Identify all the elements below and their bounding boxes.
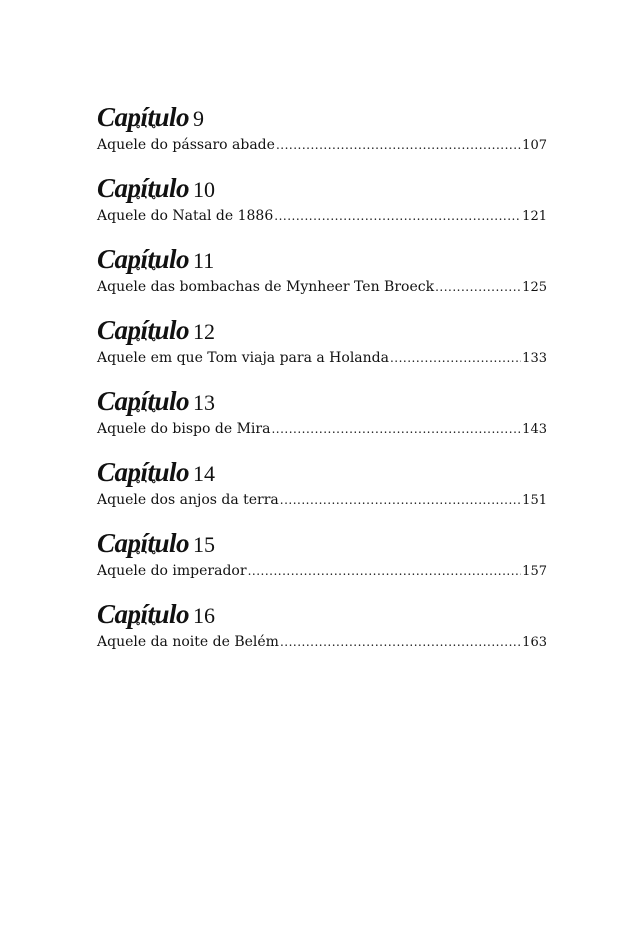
page-number[interactable]: 125	[522, 280, 547, 295]
toc-entry-chapter-9	[97, 102, 547, 173]
chapter-title[interactable]: Aquele do pássaro abade	[97, 137, 275, 153]
dot-leader	[248, 562, 522, 580]
chapter-title[interactable]: Aquele do imperador	[97, 563, 247, 579]
chapter-number: 12	[193, 319, 216, 344]
chapter-number: 14	[193, 461, 216, 486]
chapter-number: 10	[193, 177, 216, 202]
toc-entry-chapter-15	[97, 528, 547, 599]
chapter-heading	[97, 173, 547, 207]
toc-line[interactable]	[97, 633, 547, 652]
chapter-heading	[97, 528, 547, 562]
chapter-number: 16	[193, 603, 216, 628]
chapter-title[interactable]: Aquele em que Tom viaja para a Holanda	[97, 350, 389, 366]
toc-line[interactable]	[97, 136, 547, 155]
chapter-title[interactable]: Aquele do bispo de Mira	[97, 421, 271, 437]
dot-leader	[280, 491, 521, 509]
page-number[interactable]: 143	[522, 422, 547, 437]
dot-leader	[390, 349, 521, 367]
chapter-title[interactable]: Aquele da noite de Belém	[97, 634, 279, 650]
chapter-title[interactable]: Aquele do Natal de 1886	[97, 208, 274, 224]
chapter-word: Capítulo ∘·∘	[97, 244, 189, 275]
chapter-number: 15	[193, 532, 216, 557]
chapter-number: 13	[193, 390, 216, 415]
chapter-heading	[97, 386, 547, 420]
chapter-word: Capítulo ∘·∘	[97, 599, 189, 630]
page-number[interactable]: 163	[522, 635, 547, 650]
toc-entry-chapter-16	[97, 599, 547, 670]
chapter-number: 9	[193, 106, 205, 131]
table-of-contents	[97, 102, 547, 670]
toc-line[interactable]	[97, 491, 547, 510]
chapter-heading	[97, 244, 547, 278]
chapter-word: Capítulo ∘·∘	[97, 315, 189, 346]
chapter-heading	[97, 457, 547, 491]
dot-leader	[280, 633, 521, 651]
page-number[interactable]: 107	[522, 138, 547, 153]
toc-entry-chapter-12	[97, 315, 547, 386]
chapter-word: Capítulo ∘·∘	[97, 386, 189, 417]
toc-line[interactable]	[97, 278, 547, 297]
chapter-heading	[97, 102, 547, 136]
chapter-word: Capítulo ∘·∘	[97, 528, 189, 559]
page-number[interactable]: 157	[522, 564, 547, 579]
page-number[interactable]: 151	[522, 493, 547, 508]
dot-leader	[271, 420, 521, 438]
toc-line[interactable]	[97, 562, 547, 581]
page-number[interactable]: 121	[522, 209, 547, 224]
chapter-heading	[97, 599, 547, 633]
chapter-title[interactable]: Aquele dos anjos da terra	[97, 492, 279, 508]
toc-line[interactable]	[97, 207, 547, 226]
toc-entry-chapter-10	[97, 173, 547, 244]
dot-leader	[274, 207, 521, 225]
toc-line[interactable]	[97, 349, 547, 368]
chapter-word: Capítulo ∘·∘	[97, 457, 189, 488]
toc-line[interactable]	[97, 420, 547, 439]
toc-entry-chapter-13	[97, 386, 547, 457]
page-number[interactable]: 133	[522, 351, 547, 366]
toc-entry-chapter-14	[97, 457, 547, 528]
chapter-heading	[97, 315, 547, 349]
dot-leader	[276, 136, 521, 154]
chapter-word: Capítulo ∘·∘	[97, 102, 189, 133]
chapter-number: 11	[193, 248, 215, 273]
dot-leader	[435, 278, 521, 296]
chapter-title[interactable]: Aquele das bombachas de Mynheer Ten Broeck	[97, 279, 435, 295]
chapter-word: Capítulo ∘·∘	[97, 173, 189, 204]
toc-entry-chapter-11	[97, 244, 547, 315]
